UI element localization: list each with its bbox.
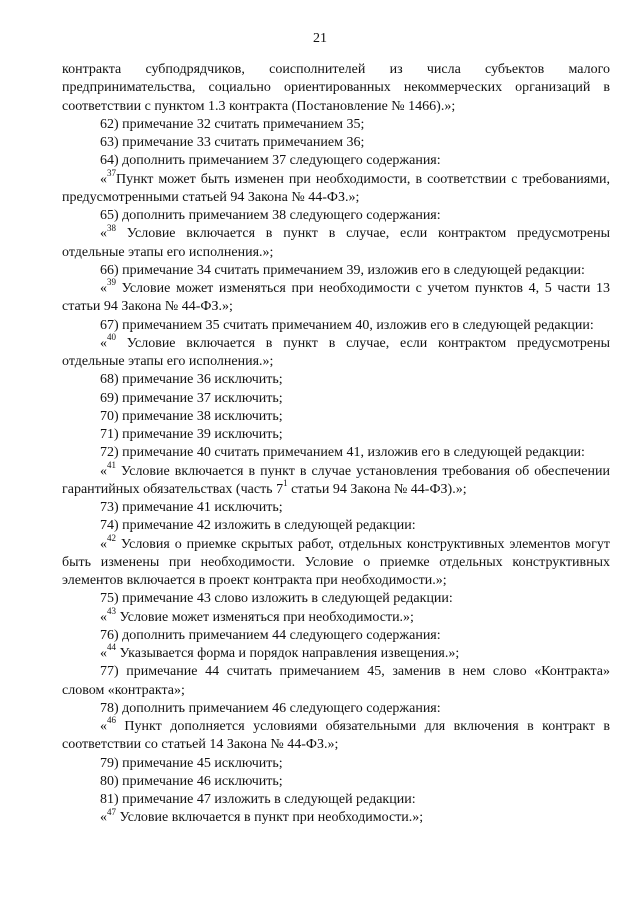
paragraph: «$^{41}$ Условие включается в пункт в случае установления требования об обеспечении гарантийных обязательствах (часть $7^1$ статьи 94 Закона № 44-ФЗ).»; — [62, 459, 610, 497]
paragraph: 74) примечание 42 изложить в следующей редакции: — [100, 518, 416, 534]
paragraph: 75) примечание 43 слово изложить в следующей редакции: — [100, 591, 453, 607]
paragraph: 71) примечание 39 исключить; — [100, 427, 283, 442]
paragraph: «$^{39}$ Условие может изменяться при необходимости с учетом пунктов 4, 5 части 13 статьи 94 Закона № 44-ФЗ.»; — [62, 277, 610, 315]
paragraph: 76) дополнить примечанием 44 следующего содержания: — [100, 627, 441, 643]
paragraph: «$^{40}$ Условие включается в пункт в случае, если контрактом предусмотрены отдельные этапы его исполнения.»; — [62, 332, 610, 369]
paragraph: «$^{42}$ Условия о приемке скрытых работ, отдельных конструктивных элементов могут быть изменены при необходимости. Условие о приемке отдельных конструктивных элементов включается в проект контракта при необходимости.»; — [62, 532, 610, 588]
paragraph: 80) примечание 46 исключить; — [100, 773, 283, 789]
footnote-mark: 38 — [107, 222, 116, 233]
paragraph: 69) примечание 37 исключить; — [100, 390, 283, 406]
paragraph: 68) примечание 36 исключить; — [100, 372, 283, 388]
footnote-mark: 37 — [107, 167, 116, 178]
paragraph: 70) примечание 38 исключить; — [100, 408, 283, 424]
paragraph: 63) примечание 33 считать примечанием 36; — [100, 135, 365, 150]
paragraph: 73) примечание 41 исключить; — [100, 500, 283, 515]
paragraph: 62) примечание 32 считать примечанием 35; — [100, 116, 365, 132]
paragraph: «$^{38}$ Условие включается в пункт в случае, если контрактом предусмотрены отдельные этапы его исполнения.»; — [62, 222, 610, 260]
paragraph: 66) примечание 34 считать примечанием 39, изложив его в следующей редакции: — [100, 262, 585, 278]
footnote-mark: 42 — [107, 532, 116, 543]
paragraph: 72) примечание 40 считать примечанием 41, изложив его в следующей редакции: — [100, 445, 585, 461]
paragraph: контракта субподрядчиков, соисполнителей из числа субъектов малого предпринимательства, социально ориентированных некоммерческих организаций в соответствии с пунктом 1.3 контракта (Постановление № 1466).»; — [62, 62, 610, 114]
document-body — [62, 61, 610, 828]
footnote-mark: 43 — [107, 605, 116, 616]
paragraph: 81) примечание 47 изложить в следующей редакции: — [100, 792, 416, 807]
paragraph: 64) дополнить примечанием 37 следующего содержания: — [100, 153, 441, 169]
footnote-mark: 40 — [107, 332, 116, 343]
footnote-mark: 46 — [107, 715, 116, 726]
paragraph: «$^{43}$ Условие может изменяться при необходимости.»; — [100, 605, 414, 625]
superscript: 1 — [283, 478, 288, 489]
paragraph: 78) дополнить примечанием 46 следующего содержания: — [100, 700, 441, 716]
footnote-mark: 41 — [107, 459, 116, 470]
paragraph: 79) примечание 45 исключить; — [100, 755, 283, 771]
paragraph: 77) примечание 44 считать примечанием 45, заменив в нем слово «Контракта» словом «контракта»; — [62, 664, 610, 698]
page-number: 21 — [313, 31, 327, 46]
paragraph: «$^{46}$ Пункт дополняется условиями обязательными для включения в контракт в соответствии со статьей 14 Закона № 44-ФЗ.»; — [62, 715, 610, 753]
paragraph: «$^{44}$ Указывается форма и порядок направления извещения.»; — [100, 642, 460, 661]
paragraph: 65) дополнить примечанием 38 следующего содержания: — [100, 208, 441, 223]
paragraph: «$^{37}$Пункт может быть изменен при необходимости, в соответствии с требованиями, предусмотренными статьей 94 Закона № 44-ФЗ.»; — [62, 167, 610, 205]
paragraph: 67) примечанием 35 считать примечанием 40, изложив его в следующей редакции: — [100, 317, 594, 333]
footnote-mark: 39 — [107, 277, 116, 288]
paragraph: «$^{47}$ Условие включается в пункт при необходимости.»; — [100, 806, 424, 826]
footnote-mark: 47 — [107, 806, 116, 817]
footnote-mark: 44 — [107, 642, 116, 653]
